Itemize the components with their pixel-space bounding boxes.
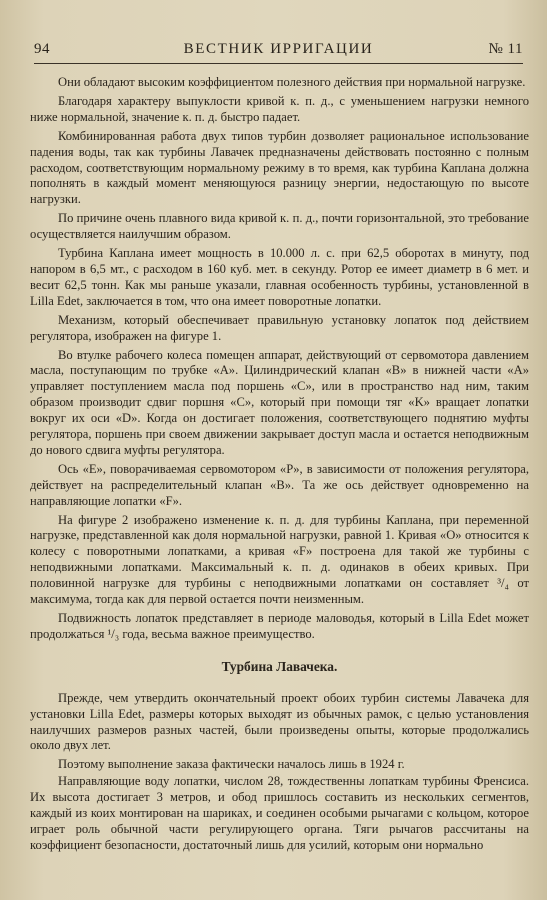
paragraph: Во втулке рабочего колеса помещен аппарат, действующий от сервомотора давлением масла, поступающим по трубке «A». Цилиндрический клапан «B» в нижней части «A» управляет поступлением масла под поршень «C», или в пространство над ним, таким образом производит сдвиг поршня «C», который при помощи тяг «K» вращает лопатки вокруг их оси «D». Когда он достигает положения, соответствующего поднятию муфты регулятора, поршень при своем движении закрывает доступ масла и остается неподвижным до нового сдвига муфты регулятора.: [30, 347, 529, 457]
paragraph: Подвижность лопаток представляет в периоде маловодья, который в Lilla Edet может продолжаться ¹/₃ года, весьма важное преимущество.: [30, 611, 529, 641]
paragraph: По причине очень плавного вида кривой к. п. д., почти горизонтальной, это требование осуществляется наилучшим образом.: [30, 211, 529, 242]
paragraph: Поэтому выполнение заказа фактически началось лишь в 1924 г.: [58, 757, 405, 772]
paragraph: Направляющие воду лопатки, числом 28, тождественны лопаткам турбины Френсиса. Их высота достигает 3 метров, и обод пришлось составить из нескольких сегментов, каждый из коих монтирован на шариках, и соединен особыми рычагами с кольцом, которое играет роль обычной части регулирующего органа. Тяги рычагов рассчитаны на коэффициент безопасности, достаточный лишь для усилий, которым они нормально: [30, 774, 529, 852]
paragraph: Они обладают высоким коэффициентом полезного действия при нормальной нагрузке.: [58, 75, 526, 89]
paragraph: Комбинированная работа двух типов турбин дозволяет рациональное использование падения воды, так как турбины Лавачек предназначены действовать постоянно с полным расходом, соответствующим нормальному режиму в то время, как турбина Каплана должна пополнять в каждый момент меняющуюся разницу энергии, недостающую по высоте нагрузки.: [30, 128, 529, 207]
section-title: Турбина Лавачека.: [221, 658, 338, 674]
paragraph: Механизм, который обеспечивает правильную установку лопаток под действием регулятора, изображен на фигуре 1.: [30, 312, 529, 343]
paragraph: Ось «E», поворачиваемая сервомотором «P», в зависимости от положения регулятора, действует на распределительный клапан «B». Та же ось действует одновременно на направляющие лопатки «F».: [30, 461, 529, 508]
issue-number: № 11: [488, 41, 523, 57]
article-body: [30, 75, 529, 857]
paragraph: Турбина Каплана имеет мощность в 10.000 л. с. при 62,5 оборотах в минуту, под напором в 6,5 мт., с расходом в 160 куб. мет. в секунду. Ротор ее имеет диаметр в 6 мет. и весит 62,5 тонн. Как мы раньше указали, главная особенность турбины, установленной в Lilla Edet, заключается в том, что она имеет поворотные лопатки.: [30, 246, 529, 308]
paragraph: Благодаря характеру выпуклости кривой к. п. д., с уменьшением нагрузки немного ниже нормальной, значение к. п. д. быстро падает.: [30, 93, 529, 124]
paragraph: На фигуре 2 изображено изменение к. п. д. для турбины Каплана, при переменной нагрузке, представленной как доля нормальной нагрузки, равной 1. Кривая «O» относится к колесу с поворотными лопатками, а кривая «F» построена для такой же турбины с неподвижными лопатками. Максимальный к. п. д. одинаков в обеих кривых. При половинной нагрузке для турбины с неподвижными лопатками он составляет ³/₄ от максимума, тогда как для первой остается почти неизменным.: [30, 512, 529, 607]
page-number: 94: [34, 41, 50, 57]
running-head: [34, 41, 523, 64]
journal-title: ВЕСТНИК ИРРИГАЦИИ: [183, 41, 374, 57]
paragraph: Прежде, чем утвердить окончательный проект обоих турбин системы Лавачека для установки Lilla Edet, размеры которых выходят из обычных рамок, с целью установления наилучших размеров разных частей, были произведены опыты, которые продолжались около двух лет.: [30, 690, 529, 753]
